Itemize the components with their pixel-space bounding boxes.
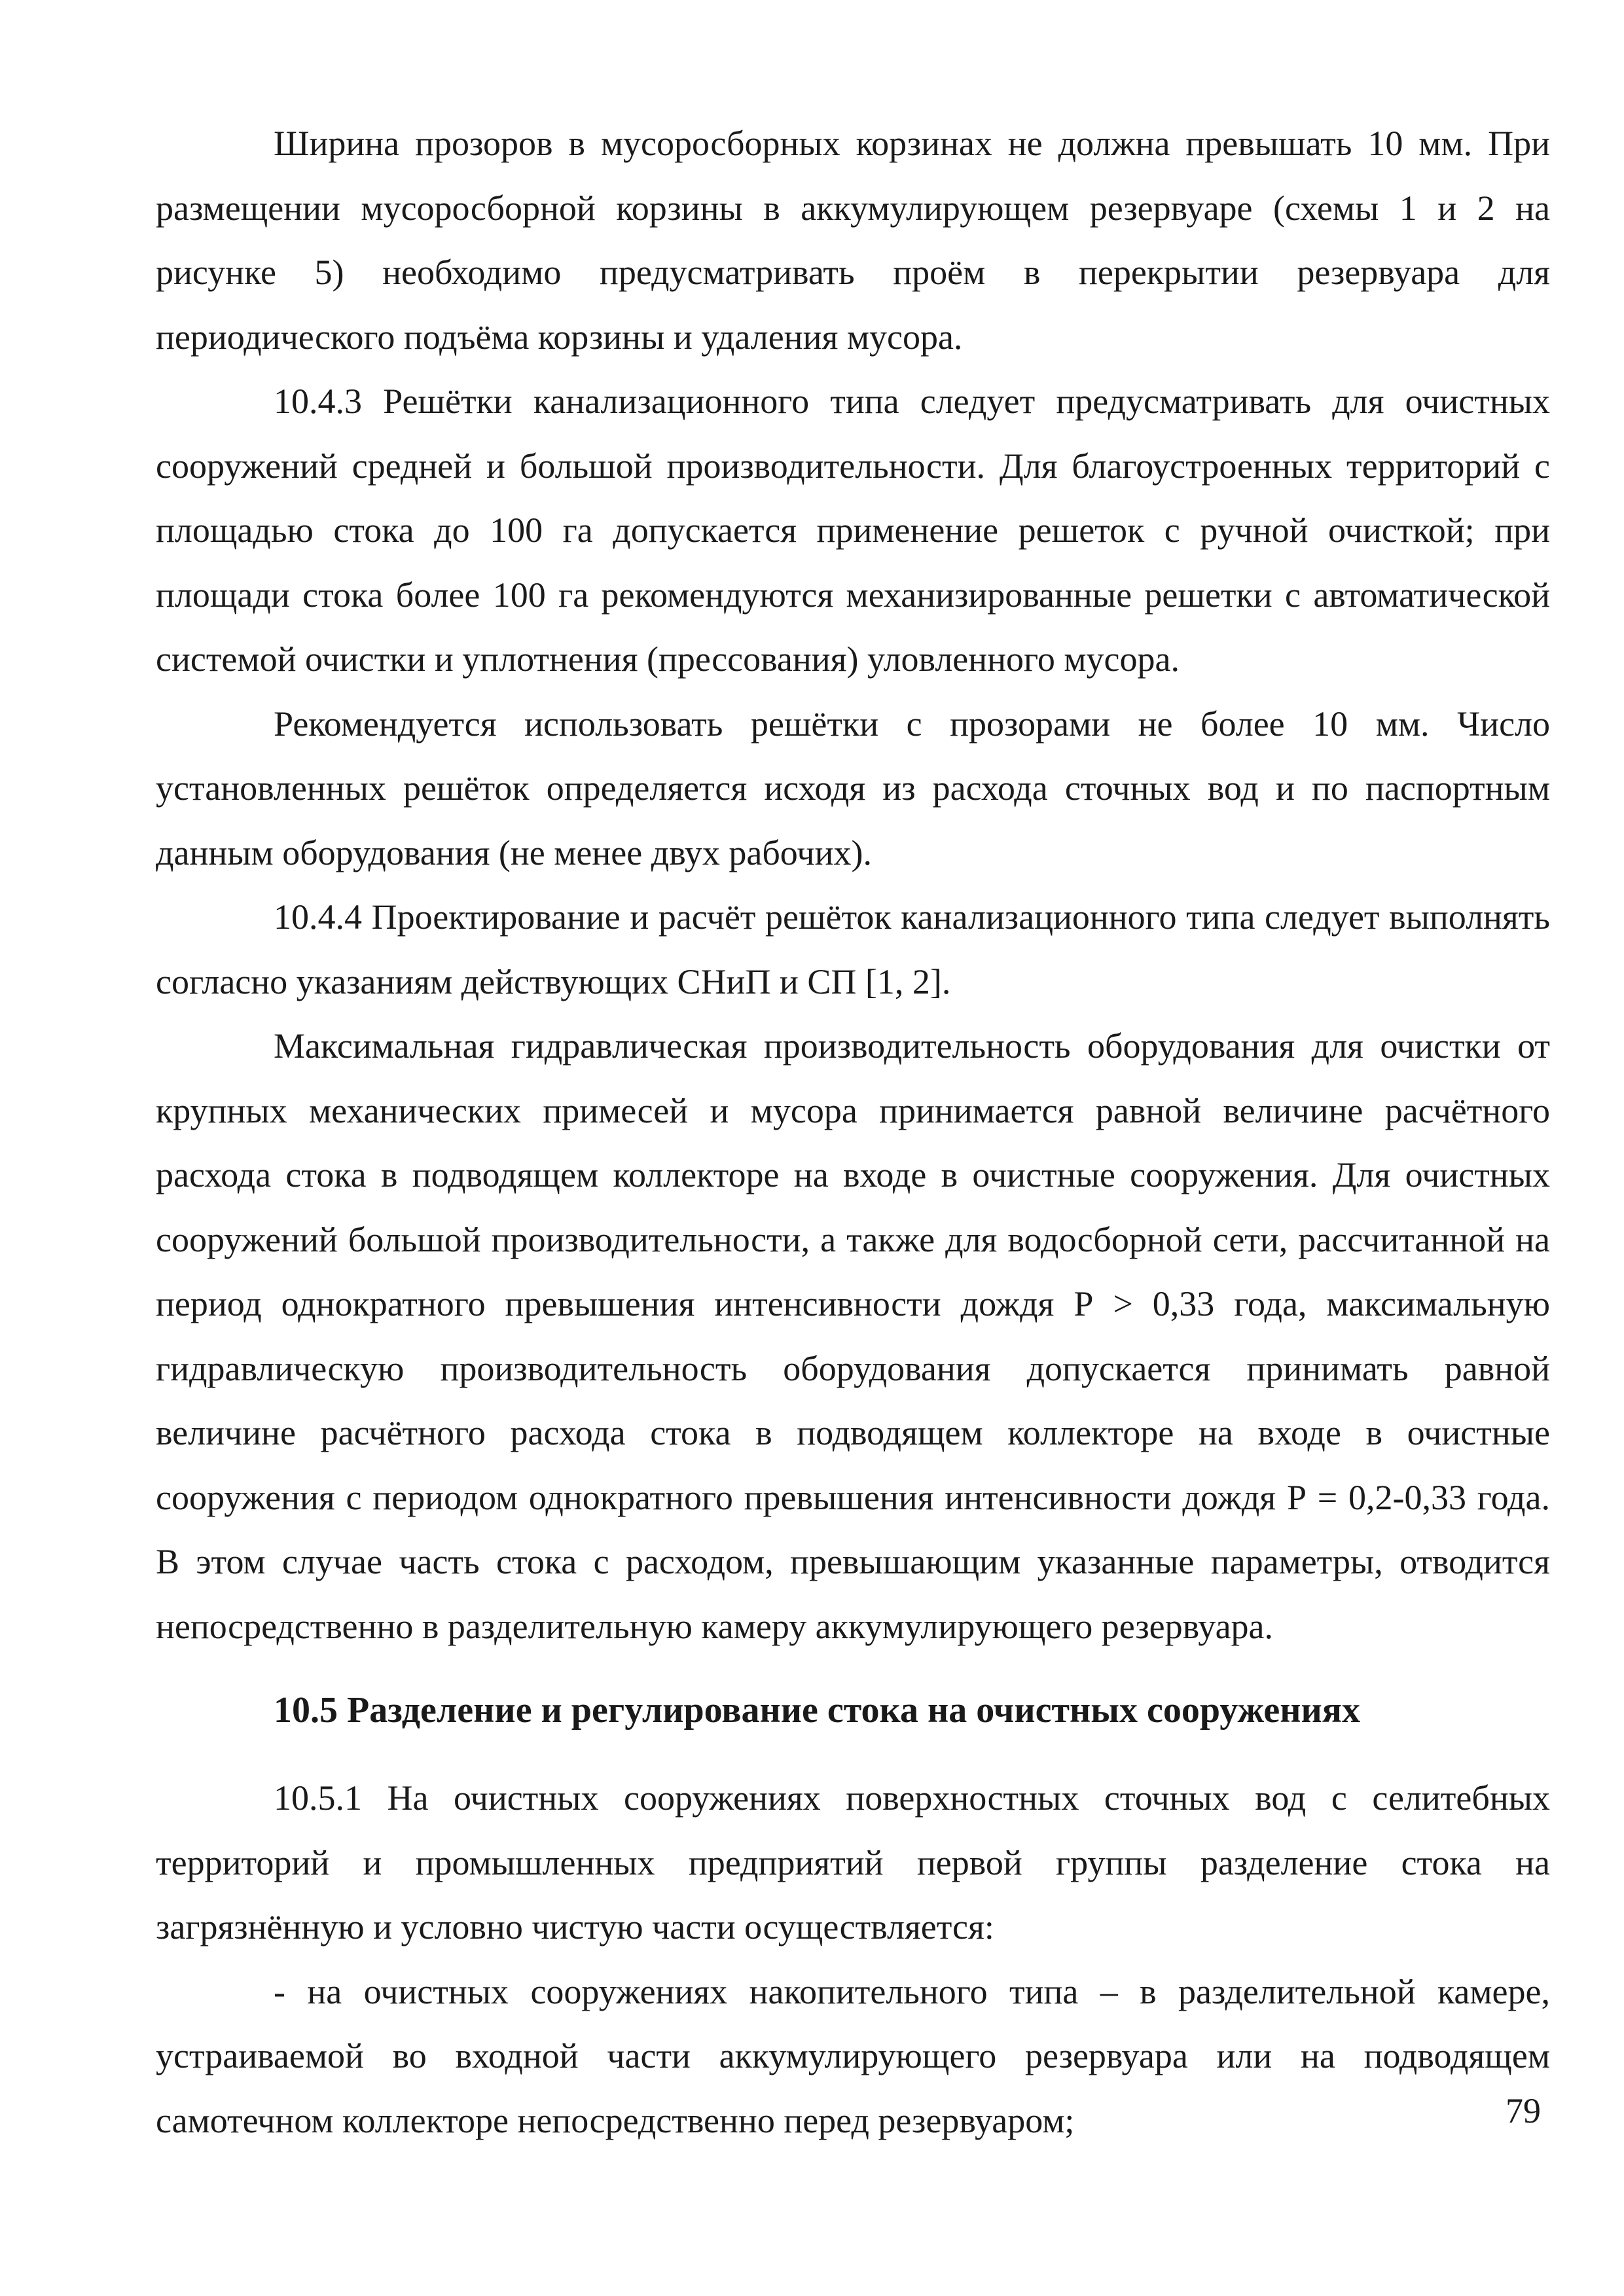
paragraph-10-4-3: 10.4.3 Решётки канализационного типа следует предусматривать для очистных сооружений средней и большой производительности. Для благоустроенных территорий с площадью стока до 100 га допускается применение решеток с ручной очисткой; при площади стока более 100 га рекомендуются механизированные решетки с автоматической системой очистки и уплотнения (прессования) уловленного мусора. <box>156 382 1550 679</box>
page-body <box>156 111 1550 2153</box>
page-number: 79 <box>1506 2091 1541 2130</box>
paragraph-max-capacity: Максимальная гидравлическая производительность оборудования для очистки от крупных механических примесей и мусора принимается равной величине расчётного расхода стока в подводящем коллекторе на входе в очистные сооружения. Для очистных сооружений большой производительности, а также для водосборной сети, рассчитанной на период однократного превышения интенсивности дождя Р > 0,33 года, максимальную гидравлическую производительность оборудования допускается принимать равной величине расчётного расхода стока в подводящем коллекторе на входе в очистные сооружения с периодом однократного превышения интенсивности дождя Р = 0,2-0,33 года. В этом случае часть стока с расходом, превышающим указанные параметры, отводится непосредственно в разделительную камеру аккумулирующего резервуара. <box>156 1026 1550 1646</box>
paragraph-10-4-4: 10.4.4 Проектирование и расчёт решёток канализационного типа следует выполнять согласно указаниям действующих СНиП и СП [1, 2]. <box>156 897 1550 1001</box>
paragraph-grate-recommendation: Рекомендуется использовать решётки с прозорами не более 10 мм. Число установленных решёток определяется исходя из расхода сточных вод и по паспортным данным оборудования (не менее двух рабочих). <box>156 704 1550 872</box>
list-item: - на очистных сооружениях накопительного типа – в разделительной камере, устраиваемой во входной части аккумулирующего резервуара или на подводящем самотечном коллекторе непосредственно перед резервуаром; <box>156 1971 1550 2140</box>
paragraph-10-5-1: 10.5.1 На очистных сооружениях поверхностных сточных вод с селитебных территорий и промышленных предприятий первой группы разделение стока на загрязнённую и условно чистую части осуществляется: <box>156 1778 1550 1946</box>
paragraph-basket-gaps: Ширина прозоров в мусоросборных корзинах не должна превышать 10 мм. При размещении мусоросборной корзины в аккумулирующем резервуаре (схемы 1 и 2 на рисунке 5) необходимо предусматривать проём в перекрытии резервуара для периодического подъёма корзины и удаления мусора. <box>156 124 1550 357</box>
section-heading-10-5: 10.5 Разделение и регулирование стока на очистных сооружениях <box>274 1690 1361 1731</box>
